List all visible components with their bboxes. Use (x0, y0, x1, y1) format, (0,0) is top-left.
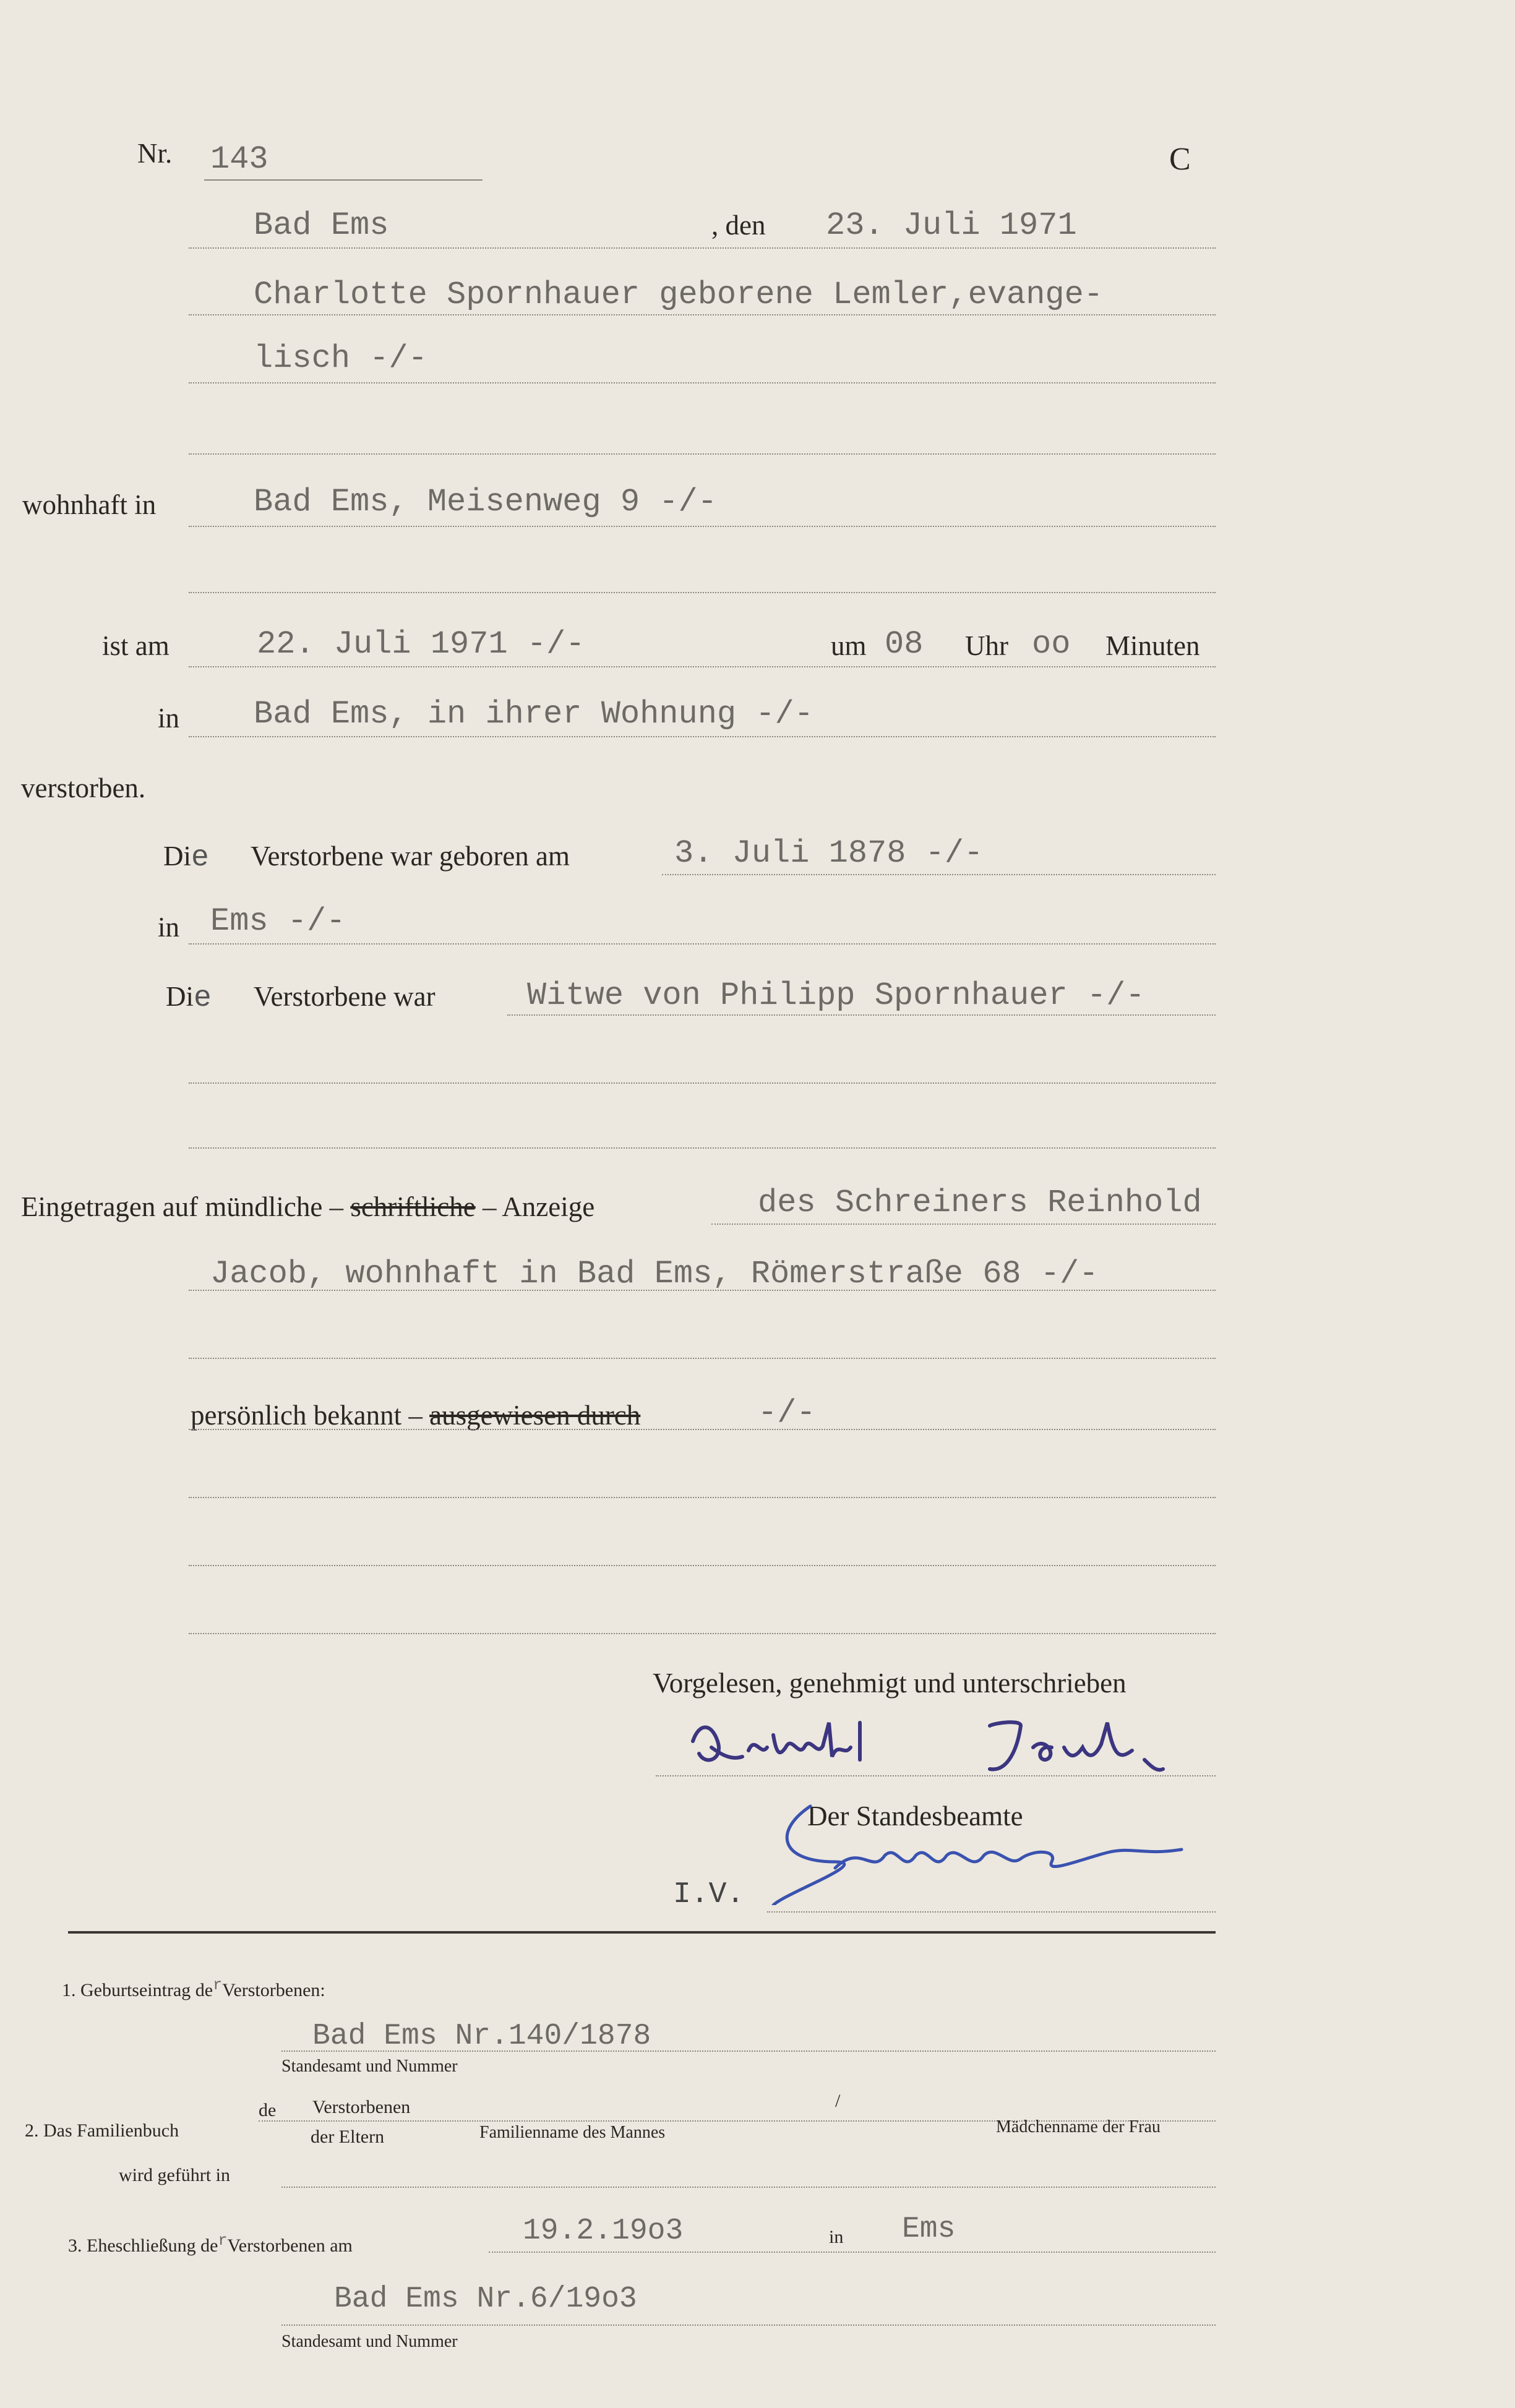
birth-label: Verstorbene war geboren am (251, 841, 570, 872)
death-hour: 08 (885, 626, 924, 662)
nr-label: Nr. (137, 138, 173, 169)
registration-place: Bad Ems (254, 207, 389, 244)
status-label: Verstorbene war (254, 981, 436, 1012)
fn2-mann-caption: Familienname des Mannes (479, 2123, 666, 2142)
line-birth-place (189, 943, 1216, 945)
line-report3 (189, 1358, 1216, 1359)
line-status3 (189, 1147, 1216, 1149)
report-value-line2: Jacob, wohnhaft in Bad Ems, Römerstraße 68 -/- (210, 1256, 1099, 1292)
iv-label: I.V. (673, 1878, 745, 1911)
ist-am-label: ist am (102, 630, 170, 661)
official-title: Der Standesbeamte (807, 1801, 1023, 1832)
fn2-verstorbenen: Verstorbenen (312, 2097, 411, 2117)
line-ident3 (189, 1565, 1216, 1566)
line-name1 (189, 314, 1216, 315)
fn3-date: 19.2.19o3 (523, 2214, 684, 2248)
line-informant-signature (656, 1775, 1216, 1776)
deceased-name-line1: Charlotte Spornhauer geborene Lemler,evange- (254, 276, 1104, 313)
line-status (507, 1014, 1216, 1016)
residence-label: wohnhaft in (22, 489, 157, 520)
identification-label: persönlich bekannt – ausgewiesen durch (191, 1400, 641, 1431)
minuten-label: Minuten (1105, 630, 1200, 661)
birth-place: Ems -/- (210, 903, 346, 940)
fn2-gefuehrt: wird geführt in (119, 2165, 230, 2185)
line-report2 (189, 1290, 1216, 1291)
fn3-place: Ems (902, 2213, 956, 2246)
death-date: 22. Juli 1971 -/- (257, 626, 585, 662)
nr-line (204, 179, 483, 181)
report-label: Eingetragen auf mündliche – schriftliche – Anzeige (21, 1191, 595, 1222)
fn2-de: de (259, 2100, 277, 2120)
birth-date: 3. Juli 1878 -/- (674, 835, 984, 872)
um-label: um (831, 630, 867, 661)
line-official-signature (767, 1911, 1216, 1913)
fn1-caption: Standesamt und Nummer (281, 2057, 458, 2076)
fn1-value: Bad Ems Nr.140/1878 (312, 2020, 651, 2053)
line-fn2b (281, 2187, 1216, 2188)
fn2-eltern: der Eltern (311, 2127, 385, 2147)
line-birth-date (662, 874, 1216, 875)
fn1-label: 1. Geburtseintrag $de^rVerstorbenen$: (62, 1976, 325, 2000)
line-death-date (189, 666, 1216, 667)
line-ident2 (189, 1497, 1216, 1498)
fn2-slash: / (835, 2091, 841, 2111)
uhr-label: Uhr (965, 630, 1008, 661)
verstorben-label: verstorben. (21, 773, 146, 803)
fn3-caption: Standesamt und Nummer (281, 2332, 458, 2351)
fn2-frau-caption: Mädchenname der Frau (996, 2117, 1161, 2136)
read-approved-text: Vorgelesen, genehmigt und unterschrieben (653, 1668, 1127, 1699)
line-status2 (189, 1082, 1216, 1084)
den-label: , den (711, 210, 766, 241)
line-fn3b (281, 2324, 1216, 2326)
residence-value: Bad Ems, Meisenweg 9 -/- (254, 484, 717, 520)
line-ident4 (189, 1633, 1216, 1634)
informant-signature (674, 1698, 1231, 1785)
separator-line (68, 1931, 1216, 1934)
line-name2 (189, 382, 1216, 383)
line-ident (189, 1429, 1216, 1430)
line-residence2 (189, 592, 1216, 593)
report-value-line1: des Schreiners Reinhold (758, 1185, 1202, 1221)
registration-date: 23. Juli 1971 (826, 207, 1077, 244)
identification-value: -/- (758, 1395, 816, 1431)
nr-value: 143 (210, 141, 268, 178)
line-fn3 (489, 2252, 1216, 2253)
fn3-label: 3. Eheschließung $de^rVerstorbenen$ am (68, 2232, 353, 2256)
official-signature (761, 1794, 1194, 1905)
line-fn1 (281, 2050, 1216, 2052)
fn3-value: Bad Ems Nr.6/19o3 (334, 2282, 637, 2316)
line-residence (189, 526, 1216, 527)
line-death-place (189, 736, 1216, 737)
line-name3 (189, 453, 1216, 455)
deceased-name-line2: lisch -/- (254, 340, 427, 377)
line-report1 (711, 1223, 1216, 1225)
fn3-in: in (829, 2227, 844, 2247)
death-place: Bad Ems, in ihrer Wohnung -/- (254, 696, 813, 732)
death-in-label: in (158, 703, 180, 734)
death-minutes: oo (1032, 626, 1071, 662)
status-die: Die (166, 981, 212, 1015)
status-value: Witwe von Philipp Spornhauer -/- (527, 977, 1145, 1014)
line-place (189, 247, 1216, 249)
fn2-label: 2. Das Familienbuch (25, 2120, 179, 2141)
register-letter: C (1169, 142, 1191, 177)
birth-in-label: in (158, 912, 180, 943)
birth-die: Die (163, 841, 209, 875)
